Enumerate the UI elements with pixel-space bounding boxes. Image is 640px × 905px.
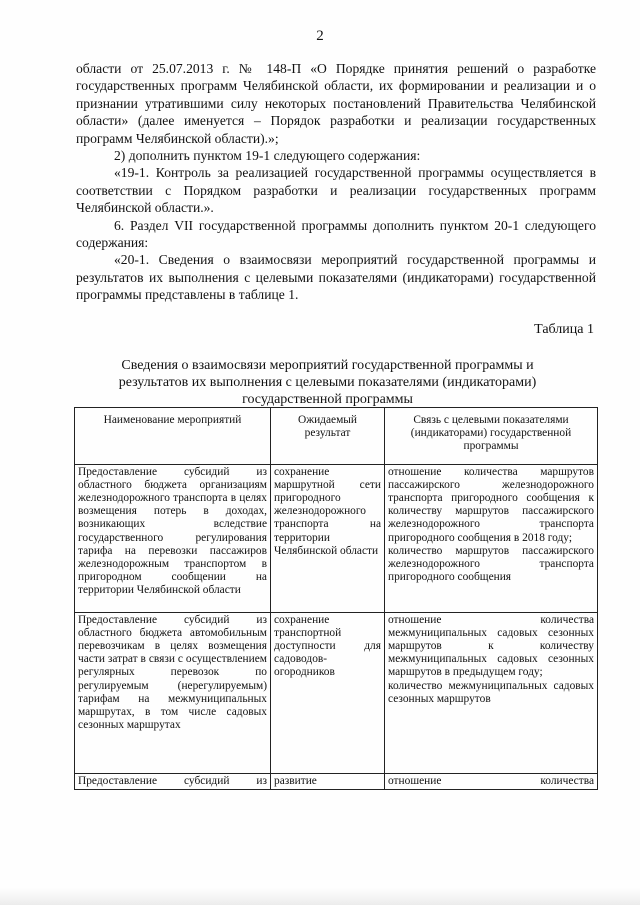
page-bottom-edge: [0, 888, 640, 905]
header-measures: Наименование мероприятий: [75, 408, 271, 465]
cell-indicator: отношение количества межмуниципальных садовых сезонных маршрутов к количеству межмуниципальных садовых сезонных маршрутов в предыдущем году; количество межмуниципальных садовых сезонных маршрутов: [385, 612, 598, 773]
table-label: Таблица 1: [534, 322, 594, 337]
table-row: [75, 464, 598, 612]
cell-measure: Предоставление субсидий из областного бюджета организациям железнодорожного транспорта в целях возмещения потерь в доходах, возникающих вследствие государственного регулирования тарифа на перевозки пассажиров железнодорожным транспортом в пригородном сообщении на территории Челябинской области: [75, 464, 271, 612]
table-row: [75, 773, 598, 789]
header-indicators: Связь с целевыми показателями (индикаторами) государственной программы: [385, 408, 598, 465]
measures-table: [74, 407, 598, 790]
page-number: 2: [316, 28, 324, 44]
cell-result: сохранение транспортной доступности для садоводов-огородников: [271, 612, 385, 773]
cell-result: развитие: [271, 773, 385, 789]
cell-indicator: отношение количества маршрутов пассажирского железнодорожного транспорта пригородного сообщения к количеству маршрутов пассажирского железнодорожного транспорта пригородного сообщения в 2018 году; количество маршрутов пассажирского железнодорожного транспорта пригородного сообщения: [385, 464, 598, 612]
paragraph-3: «19-1. Контроль за реализацией государственной программы осуществляется в соответствии с Порядком разработки и реализации государственных программ Челябинской области.».: [76, 165, 596, 216]
paragraph-1: области от 25.07.2013 г. № 148-П «О Порядке принятия решений о разработке государственных программ Челябинской области, их формировании и реализации и о признании утратившими силу некоторых постановлений Правительства Челябинской области» (далее именуется – Порядок разработки и реализации государственных программ Челябинской области).»;: [76, 61, 596, 146]
paragraph-5: «20-1. Сведения о взаимосвязи мероприятий государственной программы и результатов их выполнения с целевыми показателями (индикаторами) государственной программы представлены в таблице 1.: [76, 252, 596, 303]
body-text: [76, 60, 596, 304]
header-expected-result: Ожидаемый результат: [271, 408, 385, 465]
cell-result: сохранение маршрутной сети пригородного железнодорожного транспорта на территории Челябинской области: [271, 464, 385, 612]
cell-measure: Предоставление субсидий из областного бюджета автомобильным перевозчикам в целях возмещения части затрат в связи с осуществлением регулярных перевозок по регулируемым (нерегулируемым) тарифам на межмуниципальных маршрутах, в том числе садовых сезонных маршрутах: [75, 612, 271, 773]
table-header-row: [75, 408, 598, 465]
cell-measure: Предоставление субсидий из: [75, 773, 271, 789]
table-caption: Сведения о взаимосвязи мероприятий государственной программы и результатов их выполнения с целевыми показателями (индикаторами) государственной программы: [118, 358, 537, 407]
cell-indicator: отношение количества: [385, 773, 598, 789]
paragraph-4: 6. Раздел VII государственной программы дополнить пунктом 20-1 следующего содержания:: [76, 217, 596, 251]
paragraph-2: 2) дополнить пунктом 19-1 следующего содержания:: [114, 148, 421, 164]
table-row: [75, 612, 598, 773]
